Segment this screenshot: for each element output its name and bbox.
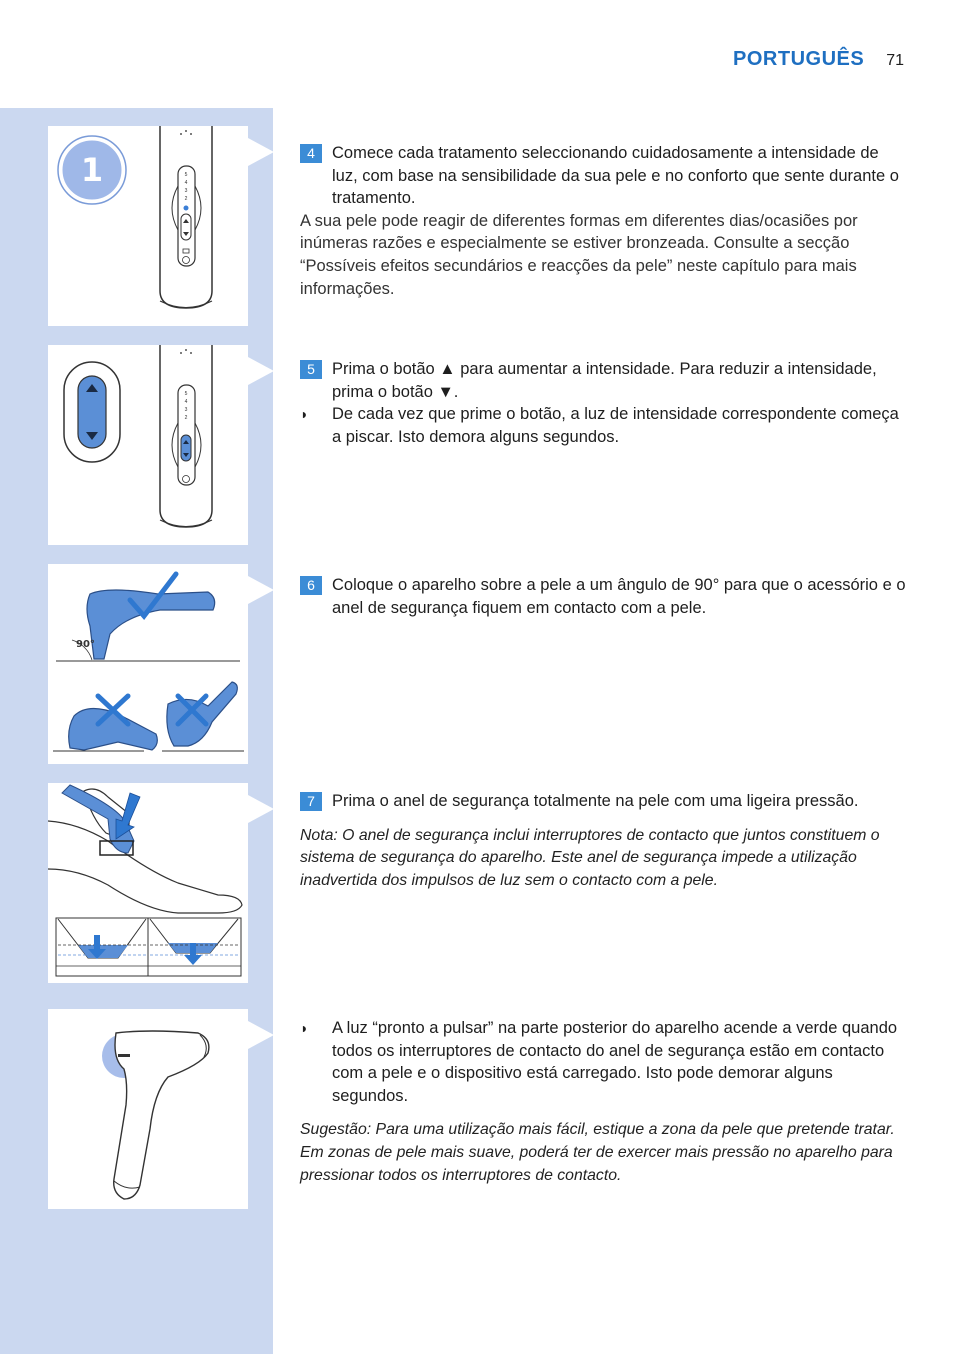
step-badge-label: 1 xyxy=(80,151,104,189)
figure-pointer xyxy=(248,357,274,385)
svg-text:5: 5 xyxy=(184,172,188,178)
figure-pointer xyxy=(248,138,274,166)
svg-text:2: 2 xyxy=(184,415,188,421)
step-number: 5 xyxy=(300,360,322,379)
svg-text:3: 3 xyxy=(184,407,188,413)
bullet-text: A luz “pronto a pulsar” na parte posterior do aparelho acende a verde quando todos os interruptores de contacto do anel de segurança estão em contacto com a pele e o dispositivo está carregado. Isto pode demorar alguns segundos. xyxy=(332,1019,898,1105)
step-7-section xyxy=(300,790,906,893)
step-text: Comece cada tratamento seleccionando cuidadosamente a intensidade de luz, com base na sensibilidade da sua pele e no conforto que sente durante o tratamento. xyxy=(332,144,899,208)
step-number: 7 xyxy=(300,792,322,811)
svg-text:2: 2 xyxy=(184,196,188,202)
figure-device-front xyxy=(48,126,248,326)
figure-ready-light xyxy=(48,1009,248,1209)
figure-intensity-buttons xyxy=(48,345,248,545)
step-text: Coloque o aparelho sobre a pele a um ângulo de 90° para que o acessório e o anel de segurança fiquem em contacto com a pele. xyxy=(332,576,906,617)
step-5-section xyxy=(300,358,906,448)
figure-press-on-leg xyxy=(48,783,248,983)
page-header xyxy=(733,48,904,71)
bullet-text: De cada vez que prime o botão, a luz de intensidade correspondente começa a piscar. Isto demora alguns segundos. xyxy=(332,405,899,446)
step-number: 6 xyxy=(300,576,322,595)
svg-text:3: 3 xyxy=(184,188,188,194)
figure-pointer xyxy=(248,576,274,604)
step-note: Nota: O anel de segurança inclui interruptores de contacto que juntos constituem o sistema de segurança do aparelho. Este anel de segurança impede a utilização inadvertida dos impulsos de luz sem o contacto com a pele. xyxy=(300,826,880,890)
step-paragraph: A sua pele pode reagir de diferentes formas em diferentes dias/ocasiões por inúmeras razões e especialmente se estiver bronzeada. Consulte a secção “Possíveis efeitos secundários e reacções da pele” neste capítulo para mais informações. xyxy=(300,211,858,298)
ready-light-section xyxy=(300,1017,906,1188)
figure-pointer xyxy=(248,1021,274,1049)
step-4-section xyxy=(300,142,906,300)
bullet-icon: ◗ xyxy=(300,406,309,423)
step-number: 4 xyxy=(300,144,322,163)
figure-pointer xyxy=(248,795,274,823)
figure-angle-90 xyxy=(48,564,248,764)
step-6-section xyxy=(300,574,906,619)
angle-label: 90° xyxy=(76,639,95,650)
bullet-icon: ◗ xyxy=(300,1020,309,1036)
svg-text:4: 4 xyxy=(184,180,188,186)
step-text: Prima o anel de segurança totalmente na pele com uma ligeira pressão. xyxy=(332,792,859,810)
tip-note: Sugestão: Para uma utilização mais fácil, estique a zona da pele que pretende tratar. Em zonas de pele mais suave, poderá ter de exercer mais pressão no aparelho para pressionar todos os interruptores de contacto. xyxy=(300,1121,895,1184)
svg-text:4: 4 xyxy=(184,399,188,405)
language-title: PORTUGUÊS xyxy=(733,48,865,70)
page-number: 71 xyxy=(886,52,904,69)
step-text: Prima o botão ▲ para aumentar a intensidade. Para reduzir a intensidade, prima o botão ▼. xyxy=(332,360,877,401)
svg-text:5: 5 xyxy=(184,391,188,397)
